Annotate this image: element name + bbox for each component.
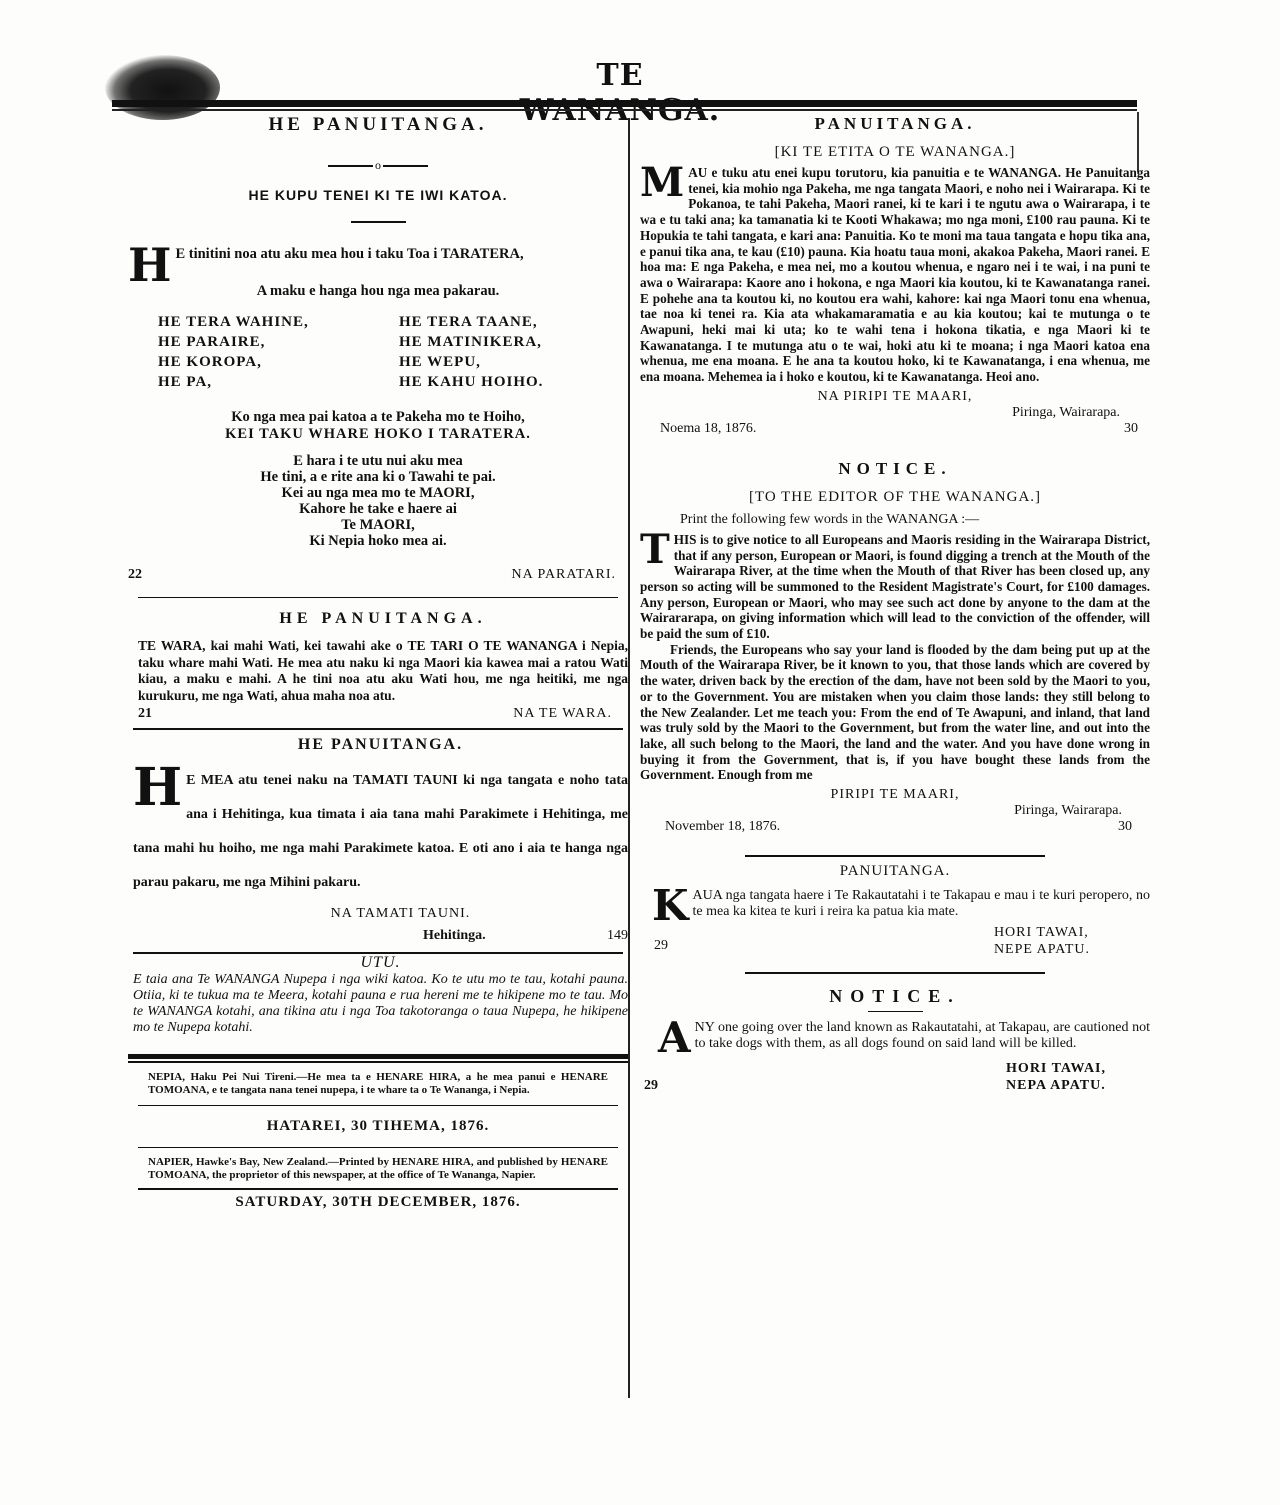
list-item: HE MATINIKERA, (399, 334, 542, 350)
notice-footer (640, 819, 1150, 835)
ad-subheading: HE KUPU TENEI KI TE IWI KATOA. (248, 187, 508, 203)
notice-heading: NOTICE. (838, 458, 952, 478)
list-item: HE PARAIRE, (158, 334, 266, 350)
notice-body-2: Friends, the Europeans who say your land is flooded by the dam being put up at the Mouth of the Wairarapa River, be it known to you, that those lands which are covered by the water, driven back by the erection of the dam, have not been sold by the Maori to you, or to the Government. You are mistaken when you claim those lands: they still belong to the New Zealander. Let me teach you: From the end of Te Awapuni, and inland, that land was truly sold by the Maori to the Government, but from the water line, and out into the lake, all such belong to the Maori, the land and the water. And you have done wrong in buying it from the Government, that is, if you have bought these lands from the Government. Enough from me (640, 641, 1150, 783)
ad-te-wara (128, 610, 628, 722)
notice-footer (640, 1060, 1150, 1094)
imprint-english: NAPIER, Hawke's Bay, New Zealand.—Printed by HENARE HIRA, and published by HENARE TOMOANA, the proprietor of this newspaper, at the office of Te Wananga, Napier. (148, 1156, 608, 1181)
drop-cap: H (128, 238, 172, 292)
ad-line: He tini, a e rite ana ki o Tawahi te pai. (260, 469, 496, 485)
ad-line: Te MAORI, (341, 517, 415, 533)
ad-line: E hara i te utu nui aku mea (293, 453, 463, 469)
ad-number: 22 (128, 567, 142, 582)
ad-footer (128, 567, 628, 583)
divider (138, 1147, 618, 1148)
list-item: HE KAHU HOIHO. (399, 374, 544, 390)
notice-body-text: NY one going over the land known as Rakautatahi, at Takapau, are cautioned not to take dogs with them, as all dogs found on said land will be killed. (694, 1020, 1150, 1052)
list-item: HE KOROPA, (158, 354, 262, 370)
left-column (128, 112, 628, 1211)
utu-heading: UTU. (360, 954, 401, 971)
ad-heading: HE PANUITANGA. (297, 736, 464, 753)
notice-body (640, 159, 1150, 385)
ad-heading: HE PANUITANGA. (279, 610, 487, 627)
notice-english-wairarapa (640, 459, 1150, 835)
ad-tarataera (128, 114, 628, 583)
ad-line: KEI TAKU WHARE HOKO I TARATERA. (225, 426, 531, 442)
signature-line: NEPA APATU. (1006, 1078, 1106, 1094)
thin-rule (128, 1061, 628, 1063)
drop-cap: T (640, 525, 670, 573)
ad-footer (133, 928, 628, 944)
notice-body-text: AUA nga tangata haere i Te Rakautatahi i te Takapau e mau i te kuri peropero, no te mea ka kitea te kuri i reira ka patua kia mate. (692, 888, 1150, 920)
ad-line: Kei au nga mea mo te MAORI, (281, 485, 475, 501)
divider (133, 728, 623, 730)
notice-heading: NOTICE. (829, 986, 961, 1007)
notice-body-text: HIS is to give notice to all Europeans and Maoris residing in the Wairarapa District, that if any person, European or Maori, is found digging a trench at the Mouth of the Wairarapa River, at the time when the Mouth of that River has been closed up, any person so acting will be summoned to the Resident Magistrate's Court, for £100 damages. Any person, European or Maori, who may see such act done by anyone to the dam at the Wairararapa, on giving information which will lead to the conviction of the offender, will be paid the sum of £10. (640, 531, 1150, 642)
ad-signature: NA TE WARA. (513, 706, 612, 721)
ad-footer (138, 706, 628, 722)
notice-heading: PANUITANGA. (814, 114, 976, 133)
notice-subheading: [TO THE EDITOR OF THE WANANGA.] (748, 488, 1042, 505)
ad-tamati-tauni (128, 736, 628, 944)
divider (868, 1011, 923, 1012)
imprint-maori: NEPIA, Haku Pei Nui Tireni.—He mea ta e HENARE HIRA, a he mea panui e HENARE TOMOANA, e te tangata nana tenei nupepa, i te whare ta o Te Wananga, i Nepia. (148, 1071, 608, 1096)
notice-intro: Print the following few words in the WANANGA :— (680, 511, 980, 527)
drop-cap: M (640, 159, 685, 206)
notice-place: Piringa, Wairarapa. (1014, 803, 1122, 819)
ad-body: TE WARA, kai mahi Wati, kei tawahi ake o TE TARI O TE WANANGA i Nepia, taku whare mahi Wati. He mea atu naku ki nga Maori kia kawea mai a ratou Wati kiau, a maku e mahi. A he tini noa atu aku Wati hou, me nga heitiki, me nga kurukuru, me nga Wati, ahua maha noa atu. (138, 638, 628, 703)
masthead-rule (112, 100, 1137, 107)
ad-heading: HE PANUITANGA. (268, 114, 488, 135)
divider (745, 972, 1045, 974)
divider (138, 1188, 618, 1190)
ad-number: 149 (607, 928, 628, 943)
masthead: TE (596, 58, 644, 93)
utu-section (128, 954, 628, 1036)
column-divider (628, 118, 630, 1398)
notice-signatures (1006, 1060, 1106, 1094)
ad-place: Hehitinga. (423, 928, 486, 943)
notice-number: 30 (1124, 420, 1138, 436)
divider (351, 221, 406, 223)
notice-body-text: AU e tuku atu enei kupu torutoru, kia panuitia e te WANANGA. He Panuitanga tenei, kia mohio nga Pakeha, me nga tangata Maori, e noho nei i Wairarapa. Ki te Pokanoa, te tahi Pakeha, Maori ranei, ki te kari i te ngutu awa o Wairarapa, i te wa e tu taki ana; ka tamanatia ki te Kooti Whakawa; mo nga moni, £100 rau pauna. Ki te Hopukia te tahi tangata, e kari ana: Panuitia. Ko te moni ma taua tangata e hopu tika ana, e panui tika ana, te kau (£10) pauna. Kia hoatu taua moni, akakoa Pakeha, Maori ranei. E hoa ma: E nga Pakeha, e mea nei, mo a koutou whenua, e ngaro nei i te wai, i na puni te awa o Wairarapa: Kaore ano i hokona, e nga Maori kia koutou, ki te Kawanatanga ranei. E pohehe ana ta koutou ki, no koutou era wahi, kahore: kai nga Maori tonu ena whenua, tae noa ki tenei ra. Kia ata whakamaramatia e au kia koutou; kai te mutunga o te Awapuni, heki mai ki uta; ko te wahi tena i hokona tikatia, e nga Maori ki te Kawanatanga. I te mutunga atu o te wai, hoki atu ki te moana; i nga Maori katoa ena whenua, me ena moana. E he ana ta koutou hoko, ki te Kawanatanga, i ena whenua, me ena moana. Mehemea ia i hoko e koutou, ki te Kawanatanga. Heoi ano. (640, 165, 1150, 385)
signature-line: NEPE APATU. (993, 942, 1090, 958)
drop-cap: K (652, 881, 689, 931)
notice-body (640, 1013, 1150, 1063)
list-item: HE TERA WAHINE, (158, 314, 309, 330)
notice-body (640, 881, 1150, 931)
notice-footer (640, 924, 1150, 958)
signature-line: HORI TAWAI, (993, 925, 1089, 941)
ad-signature: NA PARATARI. (511, 567, 616, 582)
thick-rule (128, 1054, 628, 1059)
notice-signature: NA PIRIPI TE MAARI, (817, 388, 973, 404)
notice-body (640, 525, 1150, 642)
ornament-divider: o (128, 158, 628, 173)
signature-line: HORI TAWAI, (1006, 1061, 1106, 1077)
ad-line: Ki Nepia hoko mea ai. (309, 533, 447, 549)
notice-signatures (994, 924, 1090, 958)
notice-footer (640, 421, 1150, 437)
notice-heading: PANUITANGA. (839, 863, 951, 880)
notice-place: Piringa, Wairarapa. (1012, 404, 1120, 420)
ad-line: Ko nga mea pai katoa a te Pakeha mo te Hoiho, (231, 409, 525, 425)
date-english: SATURDAY, 30TH DECEMBER, 1876. (235, 1194, 521, 1210)
notice-number: 29 (644, 1078, 658, 1094)
ad-center-block (128, 453, 628, 549)
ad-signature: NA TAMATI TAUNI. (330, 906, 471, 921)
right-column (640, 112, 1150, 1094)
notice-date: Noema 18, 1876. (660, 420, 757, 436)
divider (138, 597, 618, 598)
notice-number: 29 (654, 938, 668, 954)
notice-panuitanga-rakautatahi (640, 863, 1150, 958)
notice-panuitanga-wairarapa (640, 114, 1150, 437)
masthead-rule-thin (112, 109, 1137, 111)
date-maori: HATAREI, 30 TIHEMA, 1876. (266, 1118, 490, 1134)
notice-subheading: [KI TE ETITA O TE WANANGA.] (774, 144, 1016, 160)
imprint-rule (128, 1054, 628, 1063)
drop-cap: A (658, 1013, 691, 1063)
ad-body (133, 757, 628, 900)
ad-line: Kahore he take e haere ai (299, 501, 457, 517)
divider (138, 1105, 618, 1106)
list-item: HE WEPU, (399, 354, 481, 370)
item-list (128, 314, 628, 391)
ad-line: E tinitini noa atu aku mea hou i taku Toa i TARATERA, (175, 246, 524, 262)
ad-body-text: E MEA atu tenei naku na TAMATI TAUNI ki nga tangata e noho tata ana i Hehitinga, kua timata i aia tana mahi Parakimete i Hehitinga, me tana mahi hu hoiho, me nga mahi Parakimete katoa. E oti ano i aia te hanga nga parau pakaru, me nga Mihini pakaru. (133, 773, 628, 890)
notice-signature: PIRIPI TE MAARI, (830, 787, 960, 803)
utu-body: E taia ana Te WANANGA Nupepa i nga wiki katoa. Ko te utu mo te tau, kotahi pauna. Otiia, ki te tukua ma te Meera, kotahi pauna e rua hereni me te hikipene mo te tau. Mo te WANANGA kotahi, ana tikina atu i nga Toa takotoranga o taua Nupepa, he hikipene mo te Nupepa kotahi. (133, 972, 628, 1035)
notice-number: 30 (1118, 819, 1132, 835)
notice-date: November 18, 1876. (665, 819, 781, 835)
notice-english-rakautatahi (640, 986, 1150, 1094)
drop-cap: H (133, 757, 183, 818)
divider (745, 855, 1045, 857)
list-item: HE PA, (158, 374, 213, 390)
ad-number: 21 (138, 706, 152, 721)
list-item: HE TERA TAANE, (399, 314, 538, 330)
ad-line: A maku e hanga hou nga mea pakarau. (256, 283, 500, 299)
